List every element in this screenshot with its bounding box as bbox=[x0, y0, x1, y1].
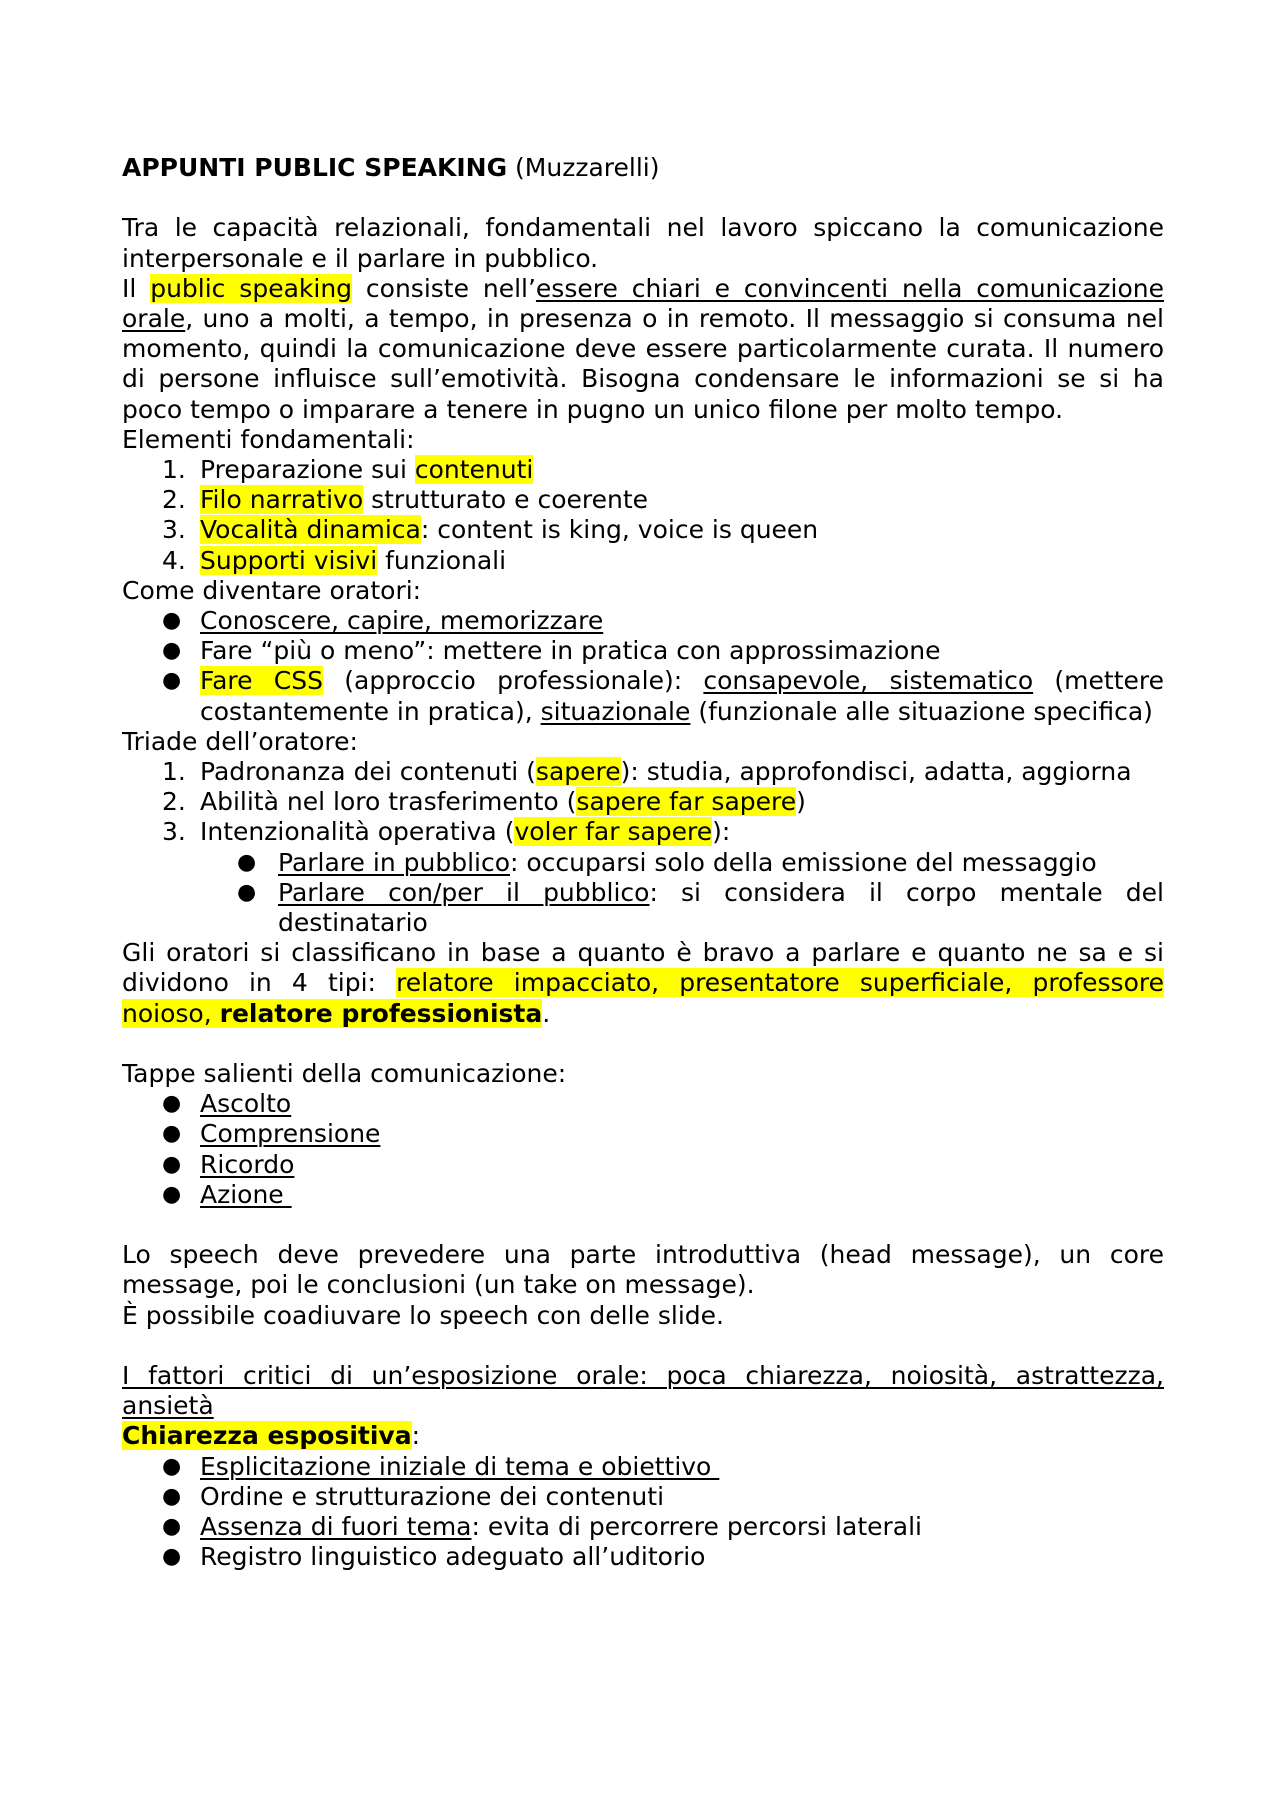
list-item bbox=[122, 1482, 1164, 1512]
list-number: 2. bbox=[162, 485, 186, 515]
text-run: : occuparsi solo della emissione del messaggio bbox=[510, 847, 1097, 877]
list-item bbox=[122, 787, 1164, 817]
list-item bbox=[122, 757, 1164, 787]
list-item bbox=[122, 1089, 1164, 1119]
text-run: consiste nell’ bbox=[352, 273, 536, 303]
underline-text: Azione bbox=[200, 1179, 292, 1209]
text-run: : evita di percorrere percorsi laterali bbox=[471, 1512, 923, 1542]
underline-text: situazionale bbox=[540, 696, 691, 726]
bullet-icon: ● bbox=[237, 849, 257, 875]
title-bold: APPUNTI PUBLIC SPEAKING bbox=[122, 153, 508, 182]
speech-slide-paragraph: È possibile coadiuvare lo speech con delle slide. bbox=[122, 1300, 724, 1330]
triade-heading: Triade dell’oratore: bbox=[122, 726, 358, 756]
bullet-icon: ● bbox=[162, 1453, 182, 1479]
intro-paragraph-1: Tra le capacità relazionali, fondamentali nel lavoro spiccano la comunicazione interpersonale e il parlare in pubblico. bbox=[122, 213, 1164, 273]
oratori-heading: Come diventare oratori: bbox=[122, 575, 422, 605]
blank-line bbox=[122, 183, 1164, 213]
document-body bbox=[122, 153, 1164, 1572]
highlight-text: Filo narrativo bbox=[200, 485, 364, 515]
bullet-icon: ● bbox=[162, 1544, 182, 1570]
list-item bbox=[122, 455, 1164, 485]
highlight-text: Supporti visivi bbox=[200, 545, 378, 575]
underline-text: consapevole, sistematico bbox=[703, 666, 1034, 696]
list-item bbox=[122, 1180, 1164, 1210]
chiarezza-list bbox=[122, 1452, 1164, 1573]
bullet-icon: ● bbox=[162, 1091, 182, 1117]
text-run: (mettere costantemente in pratica), bbox=[200, 666, 1165, 726]
list-number: 3. bbox=[162, 515, 186, 545]
text-run: , uno a molti, a tempo, in presenza o in remoto. Il messaggio si consuma nel momento, quindi la comunicazione deve essere particolarmente curata. Il numero di persone influisce sull’emotività. Bisogna condensare le informazioni se si ha poco tempo o imparare a tenere in pugno un unico filone per molto tempo. bbox=[122, 304, 1164, 424]
list-item bbox=[122, 515, 1164, 545]
text-run: Intenzionalità operativa ( bbox=[200, 817, 515, 847]
list-item bbox=[122, 546, 1164, 576]
list-item bbox=[122, 1542, 1164, 1572]
list-item bbox=[122, 1452, 1164, 1482]
text-run: (approccio professionale): bbox=[322, 666, 704, 696]
document-title bbox=[122, 153, 1164, 183]
bullet-icon: ● bbox=[162, 1483, 182, 1509]
underline-text: Esplicitazione iniziale di tema e obiettivo bbox=[200, 1451, 720, 1481]
text-run: Abilità nel loro trasferimento ( bbox=[200, 787, 577, 817]
triade-list bbox=[122, 757, 1164, 848]
list-item bbox=[122, 1150, 1164, 1180]
text-run: ) bbox=[796, 787, 806, 817]
underline-text: Comprensione bbox=[200, 1119, 381, 1149]
text-run: (funzionale alle situazione specifica) bbox=[690, 696, 1153, 726]
highlight-public-speaking: public speaking bbox=[150, 273, 353, 303]
blank-line bbox=[122, 1210, 1164, 1240]
elementi-list bbox=[122, 455, 1164, 576]
list-number: 2. bbox=[162, 787, 186, 817]
list-item bbox=[122, 848, 1164, 878]
tappe-heading: Tappe salienti della comunicazione: bbox=[122, 1059, 567, 1089]
speech-paragraph: Lo speech deve prevedere una parte introduttiva (head message), un core message, poi le conclusioni (un take on message). bbox=[122, 1240, 1164, 1300]
text-run: relatore impacciato, presentatore superficiale, professore noioso, bbox=[122, 968, 1164, 1028]
underline-text: Conoscere, capire, memorizzare bbox=[200, 606, 604, 636]
classifica-paragraph bbox=[122, 938, 1164, 1029]
text-run: strutturato e coerente bbox=[363, 485, 649, 515]
bullet-icon: ● bbox=[162, 638, 182, 664]
fattori-critici: I fattori critici di un’esposizione orale: poca chiarezza, noiosità, astrattezza, ansietà bbox=[122, 1361, 1164, 1421]
underline-text: Parlare con/per il pubblico bbox=[278, 877, 650, 907]
highlight-bold-heading: Chiarezza espositiva bbox=[122, 1421, 412, 1451]
blank-line bbox=[122, 1331, 1164, 1361]
list-item bbox=[122, 817, 1164, 847]
highlight-text: contenuti bbox=[414, 455, 534, 485]
text-run: ): bbox=[712, 817, 731, 847]
bold-text: relatore professionista bbox=[219, 998, 543, 1028]
text-run: funzionali bbox=[377, 545, 507, 575]
text-run: Ordine e strutturazione dei contenuti bbox=[200, 1481, 665, 1511]
bullet-icon: ● bbox=[162, 608, 182, 634]
highlight-text: Vocalità dinamica bbox=[200, 515, 421, 545]
list-item bbox=[122, 485, 1164, 515]
underline-text: Parlare in pubblico bbox=[278, 847, 510, 877]
list-item bbox=[122, 1119, 1164, 1149]
text-run: Registro linguistico adeguato all’uditorio bbox=[200, 1542, 706, 1572]
bullet-icon: ● bbox=[162, 1151, 182, 1177]
list-item bbox=[122, 878, 1164, 938]
text-run: ): studia, approfondisci, adatta, aggiorna bbox=[620, 757, 1132, 787]
underline-definition: essere chiari e convincenti nella comunicazione orale bbox=[122, 273, 1164, 333]
text-run: Fare “più o meno”: mettere in pratica con approssimazione bbox=[200, 636, 941, 666]
text-run: Gli oratori si classificano in base a quanto è bravo a parlare e quanto ne sa e si dividono in 4 tipi: bbox=[122, 938, 1164, 998]
tappe-list bbox=[122, 1089, 1164, 1210]
blank-line bbox=[122, 1029, 1164, 1059]
text-run: : si considera il corpo mentale del destinatario bbox=[278, 877, 1164, 938]
underline-text: Ricordo bbox=[200, 1149, 295, 1179]
title-author: (Muzzarelli) bbox=[507, 153, 660, 182]
text-run: : bbox=[411, 1421, 421, 1451]
triade-sublist bbox=[122, 848, 1164, 939]
list-number: 1. bbox=[162, 757, 186, 787]
list-number: 1. bbox=[162, 455, 186, 485]
highlight-text: sapere bbox=[535, 757, 621, 787]
bullet-icon: ● bbox=[162, 1181, 182, 1207]
list-item bbox=[122, 606, 1164, 636]
underline-text: Ascolto bbox=[200, 1089, 292, 1119]
highlight-text: voler far sapere bbox=[514, 817, 713, 847]
bullet-icon: ● bbox=[162, 668, 182, 694]
bullet-icon: ● bbox=[237, 879, 257, 905]
list-number: 3. bbox=[162, 817, 186, 847]
chiarezza-heading bbox=[122, 1421, 1164, 1451]
text-run: . bbox=[542, 998, 551, 1028]
bullet-icon: ● bbox=[162, 1121, 182, 1147]
bullet-icon: ● bbox=[162, 1514, 182, 1540]
list-item bbox=[122, 666, 1164, 726]
list-number: 4. bbox=[162, 545, 186, 575]
text-run: Preparazione sui bbox=[200, 455, 415, 485]
list-item bbox=[122, 1512, 1164, 1542]
intro-paragraph-2 bbox=[122, 274, 1164, 425]
highlight-text: Fare CSS bbox=[200, 666, 323, 696]
text-run: Il bbox=[122, 273, 151, 303]
text-run: Padronanza dei contenuti ( bbox=[200, 757, 536, 787]
highlight-text: sapere far sapere bbox=[576, 787, 797, 817]
list-item bbox=[122, 636, 1164, 666]
underline-text: Assenza di fuori tema bbox=[200, 1512, 472, 1542]
text-run: : content is king, voice is queen bbox=[420, 515, 819, 545]
elementi-heading: Elementi fondamentali: bbox=[122, 424, 415, 454]
oratori-list bbox=[122, 606, 1164, 727]
